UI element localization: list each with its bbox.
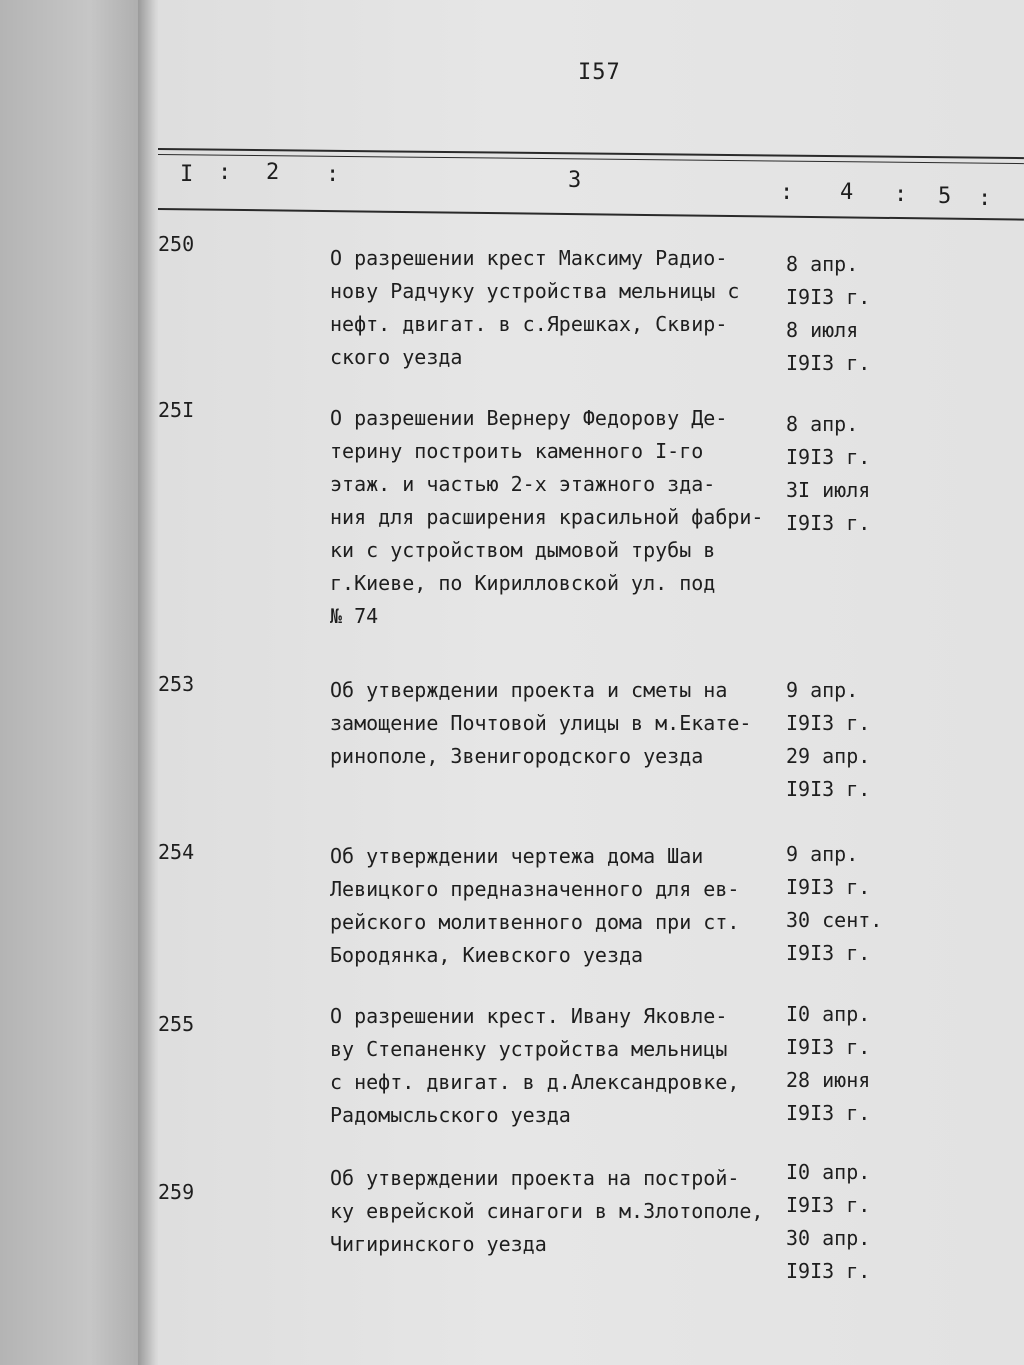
header-rule-bottom	[158, 208, 1024, 221]
column-header-2: 2	[266, 160, 280, 185]
description-line: нову Радчуку устройства мельницы с	[330, 279, 740, 303]
description-line: г.Киеве, по Кирилловской ул. под	[330, 571, 716, 595]
column-separator: :	[218, 160, 232, 185]
date-line: I9I3 г.	[786, 445, 871, 469]
date-line: I9I3 г.	[786, 511, 871, 535]
description-line: нефт. двигат. в с.Ярешках, Сквир-	[330, 312, 728, 336]
date-line: I0 апр.	[786, 1160, 871, 1184]
entry-number: 254	[158, 840, 195, 864]
entry-description	[330, 1000, 790, 1132]
date-line: I9I3 г.	[786, 285, 871, 309]
entry-number: 253	[158, 672, 195, 696]
description-line: № 74	[330, 604, 379, 628]
facing-page-edge	[0, 0, 150, 1365]
description-line: О разрешении крест Максиму Радио-	[330, 246, 728, 270]
date-line: I9I3 г.	[786, 1101, 871, 1125]
column-separator: :	[978, 186, 992, 211]
date-line: 29 апр.	[786, 744, 871, 768]
date-line: 8 апр.	[786, 252, 859, 276]
description-line: замощение Почтовой улицы в м.Екате-	[330, 711, 752, 735]
entry-dates	[786, 248, 870, 380]
entry-description	[330, 242, 790, 374]
date-line: 30 сент.	[786, 908, 883, 932]
description-line: Радомысльского уезда	[330, 1103, 571, 1127]
document-page	[158, 0, 1024, 1365]
description-line: Об утверждении чертежа дома Шаи	[330, 844, 704, 868]
entry-dates	[786, 674, 870, 806]
description-line: ки с устройством дымовой трубы в	[330, 538, 716, 562]
description-line: Об утверждении проекта и сметы на	[330, 678, 728, 702]
date-line: I9I3 г.	[786, 1035, 871, 1059]
date-line: 8 апр.	[786, 412, 859, 436]
entry-description	[330, 1162, 790, 1261]
date-line: 28 июня	[786, 1068, 871, 1092]
description-line: О разрешении Вернеру Федорову Де-	[330, 406, 728, 430]
entry-description	[330, 840, 790, 972]
entry-number: 250	[158, 232, 195, 256]
column-header-5: 5	[938, 184, 952, 209]
column-separator: :	[894, 182, 908, 207]
description-line: терину построить каменного I-го	[330, 439, 704, 463]
description-line: ву Степаненку устройства мельницы	[330, 1037, 728, 1061]
entry-number: 255	[158, 1012, 195, 1036]
entry-number: 25I	[158, 398, 195, 422]
entry-dates	[786, 998, 870, 1130]
description-line: ку еврейской синагоги в м.Злотополе,	[330, 1199, 764, 1223]
header-rule-top	[158, 148, 1024, 159]
date-line: I9I3 г.	[786, 1193, 871, 1217]
description-line: ринополе, Звенигородского уезда	[330, 744, 704, 768]
date-line: I9I3 г.	[786, 777, 871, 801]
entry-description	[330, 674, 790, 773]
description-line: Об утверждении проекта на построй-	[330, 1166, 740, 1190]
column-header-4: 4	[840, 180, 854, 205]
entry-dates	[786, 1156, 870, 1288]
description-line: рейского молитвенного дома при ст.	[330, 910, 740, 934]
column-header-3: 3	[568, 168, 582, 193]
description-line: Левицкого предназначенного для ев-	[330, 877, 740, 901]
entry-description	[330, 402, 790, 633]
date-line: 30 апр.	[786, 1226, 871, 1250]
date-line: 3I июля	[786, 478, 871, 502]
page-number: I57	[578, 60, 621, 85]
description-line: с нефт. двигат. в д.Александровке,	[330, 1070, 740, 1094]
description-line: этаж. и частью 2-х этажного зда-	[330, 472, 716, 496]
date-line: I9I3 г.	[786, 711, 871, 735]
description-line: ния для расширения красильной фабри-	[330, 505, 764, 529]
description-line: Чигиринского уезда	[330, 1232, 547, 1256]
date-line: I9I3 г.	[786, 941, 871, 965]
description-line: ского уезда	[330, 345, 463, 369]
date-line: 9 апр.	[786, 842, 859, 866]
column-separator: :	[780, 180, 794, 205]
column-header-1: I	[180, 162, 194, 187]
date-line: I9I3 г.	[786, 1259, 871, 1283]
date-line: I9I3 г.	[786, 875, 871, 899]
entry-dates	[786, 838, 882, 970]
description-line: О разрешении крест. Ивану Яковле-	[330, 1004, 728, 1028]
date-line: 9 апр.	[786, 678, 859, 702]
description-line: Бородянка, Киевского уезда	[330, 943, 644, 967]
entry-number: 259	[158, 1180, 195, 1204]
date-line: I0 апр.	[786, 1002, 871, 1026]
date-line: 8 июля	[786, 318, 859, 342]
entry-dates	[786, 408, 870, 540]
column-separator: :	[326, 162, 340, 187]
date-line: I9I3 г.	[786, 351, 871, 375]
